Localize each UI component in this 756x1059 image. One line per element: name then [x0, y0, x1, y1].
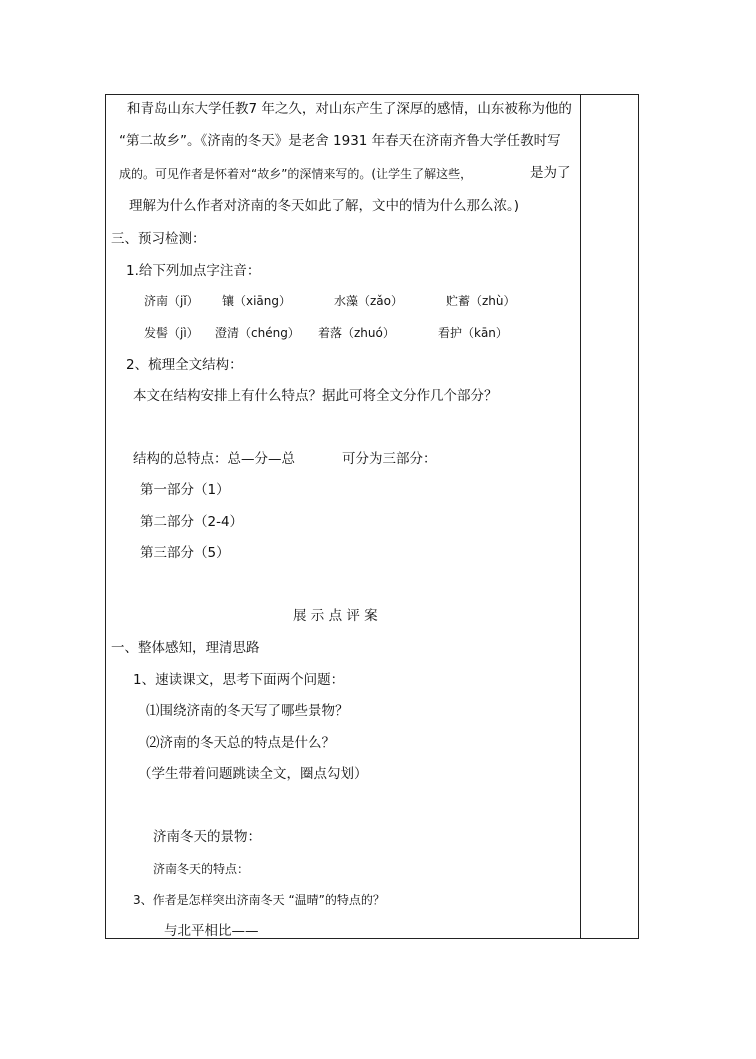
section-3-title: 三、预习检测： — [111, 231, 206, 247]
pinyin-item: 澄清（chéng） — [215, 326, 300, 340]
intro-line-1: 和青岛山东大学任教7 年之久，对山东产生了深厚的感情，山东被称为他的 — [127, 101, 572, 117]
pinyin-item: 发髻（jì） — [144, 326, 199, 340]
question-1-title: 1.给下列加点字注音： — [126, 263, 261, 279]
compare-label: 与北平相比—— — [164, 923, 259, 939]
intro-line-4: 理解为什么作者对济南的冬天如此了解，文中的情为什么那么浓。) — [129, 198, 520, 214]
subquestion-1-item-1: ⑴围绕济南的冬天写了哪些景物？ — [146, 703, 349, 719]
show-section-title: 展 示 点 评 案 — [293, 608, 378, 624]
pinyin-item: 看护（kān） — [438, 326, 508, 340]
table-column-divider — [580, 94, 581, 939]
pinyin-item: 济南（jǐ） — [144, 294, 199, 308]
part-3: 第三部分（5） — [140, 545, 230, 561]
subquestion-3: 3、作者是怎样突出济南冬天 “温晴”的特点的？ — [133, 893, 385, 907]
intro-line-3-tail: 是为了 — [530, 165, 571, 181]
subquestion-1-note: （学生带着问题跳读全文，圈点勾划） — [138, 766, 368, 782]
question-2-title: 2、梳理全文结构： — [126, 357, 243, 373]
intro-line-3: 成的。可见作者是怀着对“故乡”的深情来写的。(让学生了解这些， — [119, 167, 473, 181]
subquestion-1: 1、速读课文，思考下面两个问题： — [133, 672, 345, 688]
features-label: 济南冬天的特点： — [153, 862, 250, 876]
part-2: 第二部分（2-4） — [140, 514, 244, 530]
part-1: 第一部分（1） — [140, 482, 230, 498]
pinyin-item: 着落（zhuó） — [318, 326, 395, 340]
structure-parts-label: 可分为三部分： — [342, 451, 437, 467]
section-1-title: 一、整体感知，理清思路 — [111, 640, 260, 656]
pinyin-item: 镶（xiāng） — [222, 294, 292, 308]
subquestion-1-item-2: ⑵济南的冬天总的特点是什么？ — [146, 735, 335, 751]
pinyin-item: 贮蓄（zhù） — [446, 294, 516, 308]
structure-feature: 结构的总特点：总—分—总 — [133, 451, 295, 467]
scenery-label: 济南冬天的景物： — [153, 829, 261, 845]
question-2-text: 本文在结构安排上有什么特点？据此可将全文分作几个部分？ — [133, 388, 498, 404]
pinyin-item: 水藻（zǎo） — [334, 294, 403, 308]
intro-line-2: “第二故乡”。《济南的冬天》是老舍 1931 年春天在济南齐鲁大学任教时写 — [119, 133, 561, 149]
